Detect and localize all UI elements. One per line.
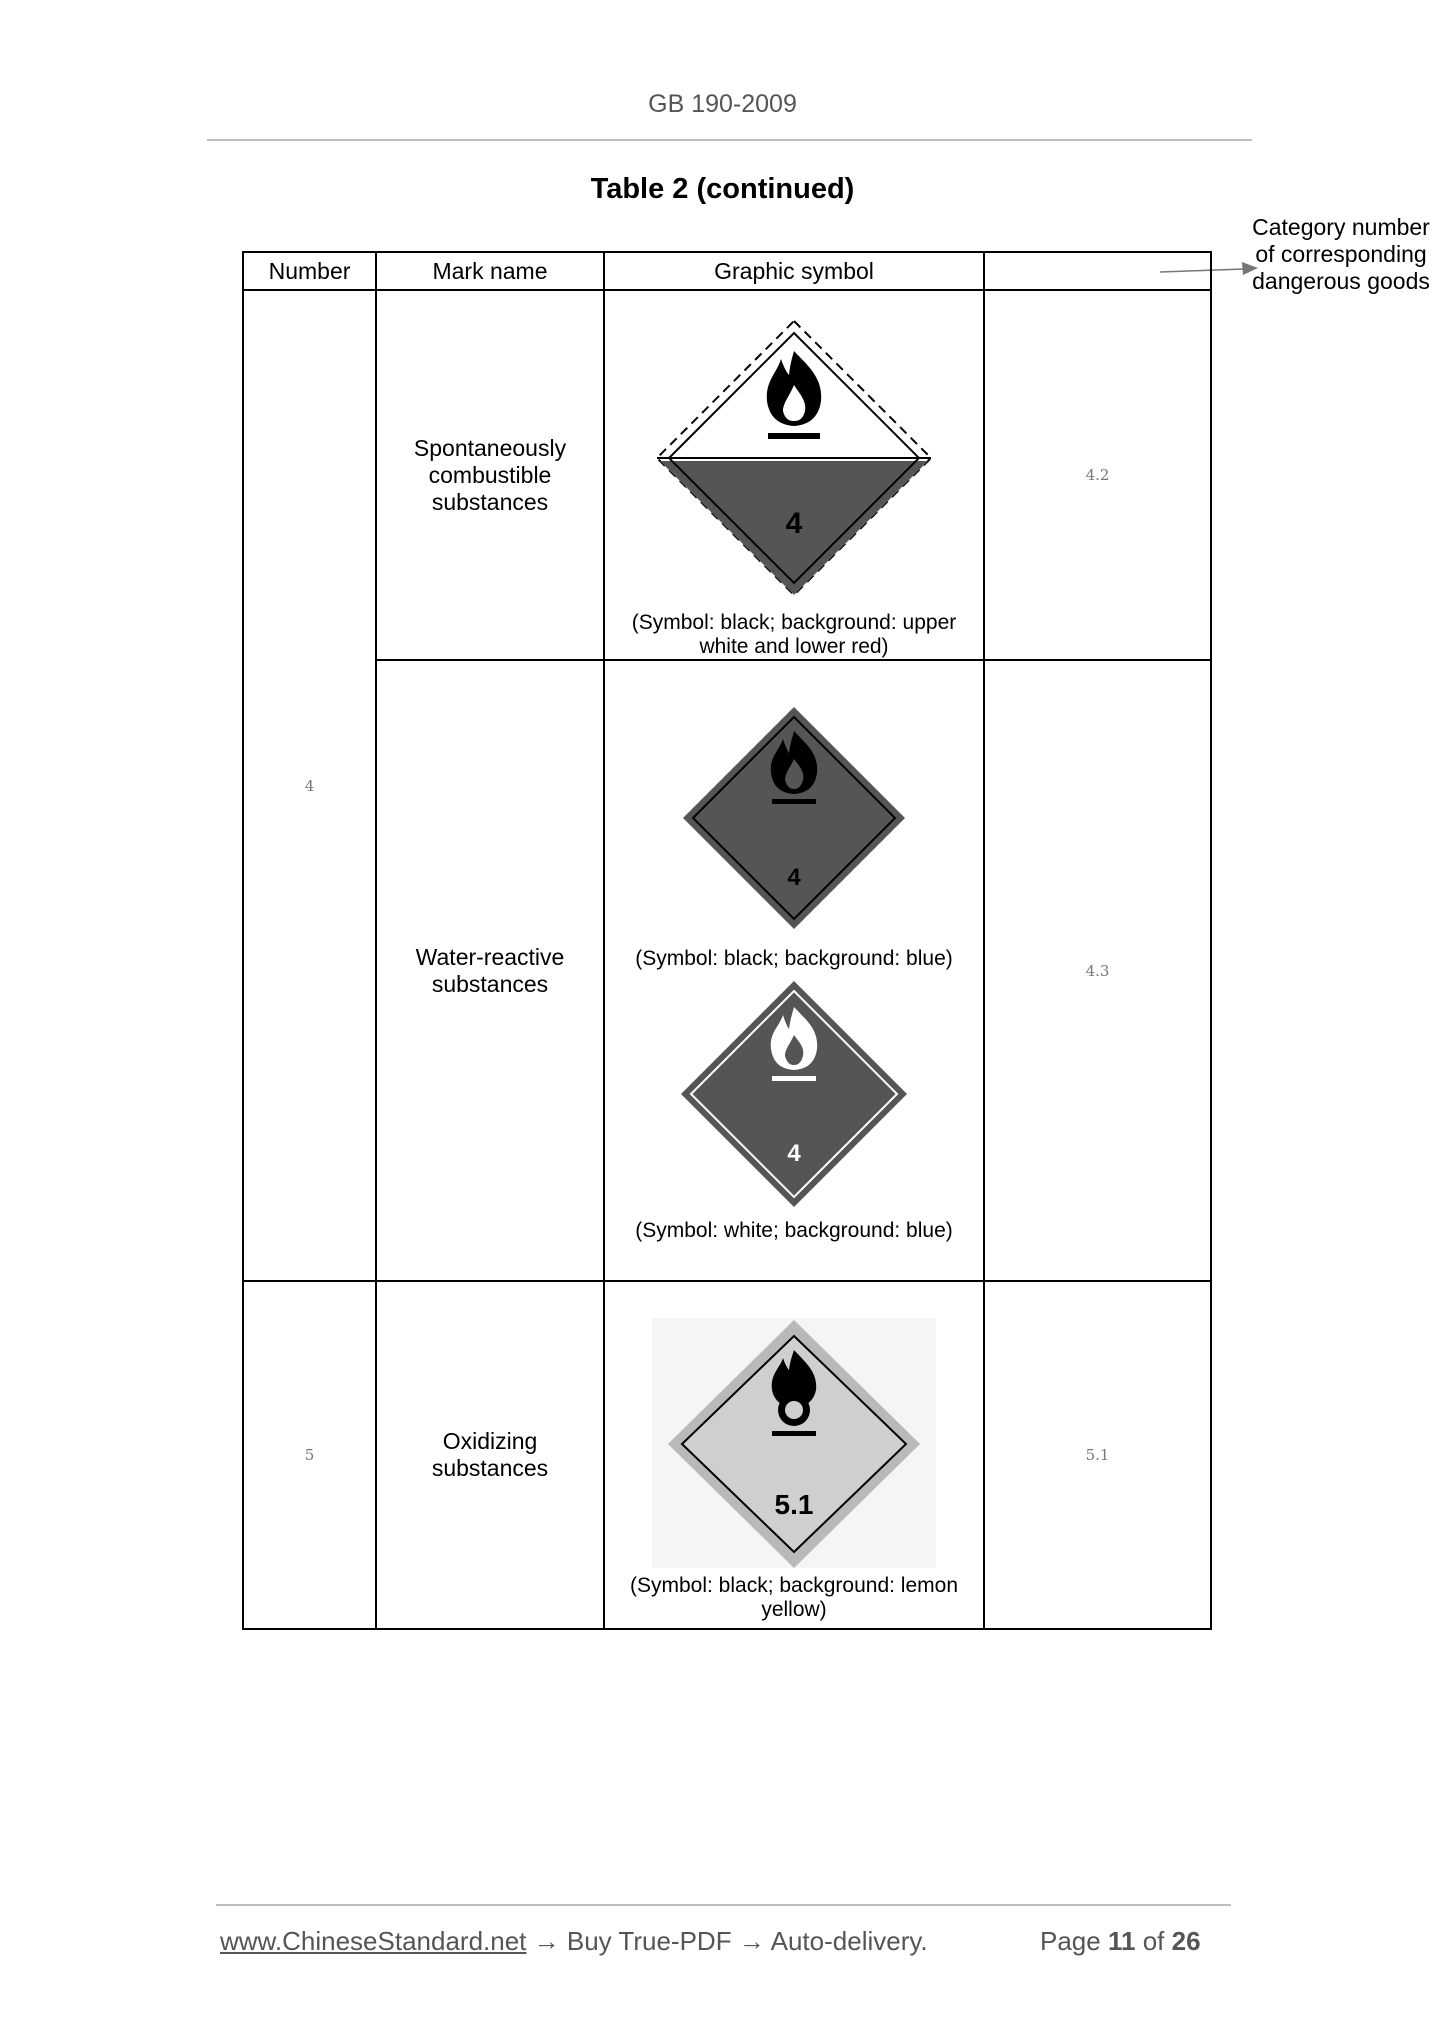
group-number-cell: 4 — [243, 290, 376, 1281]
footer-rule — [216, 1904, 1231, 1906]
mark-name: Water-reactive substances — [415, 943, 565, 997]
auto-delivery-text: Auto-delivery. — [770, 1926, 928, 1956]
column-header-number: Number — [243, 252, 376, 290]
page-total: 26 — [1171, 1926, 1201, 1956]
header-rule — [207, 139, 1252, 141]
class-number-text: 4 — [787, 864, 801, 891]
of-label: of — [1142, 1926, 1165, 1956]
graphic-symbol-cell — [604, 660, 984, 1281]
class-number-text: 4 — [785, 507, 803, 540]
symbol-caption: (Symbol: white; background: blue) — [635, 1219, 953, 1242]
mark-name-cell — [376, 660, 604, 1281]
category-number-cell: 4.3 — [984, 660, 1211, 1281]
table-title: Table 2 (continued) — [590, 173, 855, 205]
page-label: Page — [1040, 1926, 1101, 1956]
page-number — [1040, 1926, 1201, 1957]
arrow-icon: → — [533, 1926, 560, 1956]
table-row — [243, 1281, 1211, 1629]
arrow-icon: → — [738, 1926, 765, 1956]
water-reactive-white-label-icon — [677, 977, 911, 1211]
page-current: 11 — [1107, 1926, 1136, 1956]
buy-true-pdf-text: Buy True-PDF — [566, 1926, 732, 1956]
column-header-category — [984, 252, 1211, 290]
mark-name: Spontaneously combustible substances — [413, 434, 567, 515]
category-number-cell: 4.2 — [984, 290, 1211, 660]
mark-name: Oxidizing substances — [431, 1428, 549, 1481]
category-number-cell: 5.1 — [984, 1281, 1211, 1629]
table-row — [243, 660, 1211, 1281]
symbol-caption: (Symbol: black; background: lemon yellow) — [630, 1574, 958, 1621]
category-column-annotation: Category number of corresponding dangerous goods — [1252, 214, 1430, 294]
graphic-symbol-cell — [604, 290, 984, 660]
column-header-mark-name: Mark name — [376, 252, 604, 290]
table-header-row — [243, 252, 1211, 290]
class-number-text: 4 — [787, 1140, 801, 1167]
table-row — [243, 290, 1211, 660]
website-link[interactable]: www.ChineseStandard.net — [220, 1926, 527, 1956]
spontaneously-combustible-label-icon — [649, 313, 939, 609]
symbol-caption: (Symbol: black; background: blue) — [635, 947, 953, 970]
class-number-text: 5.1 — [774, 1489, 814, 1520]
symbol-caption: (Symbol: black; background: upper white and lower red) — [631, 611, 957, 658]
oxidizing-label-icon — [652, 1318, 936, 1568]
mark-name-cell — [376, 290, 604, 660]
column-header-graphic-symbol: Graphic symbol — [604, 252, 984, 290]
group-number-cell: 5 — [243, 1281, 376, 1629]
graphic-symbol-cell — [604, 1281, 984, 1629]
mark-name-cell — [376, 1281, 604, 1629]
hazard-marks-table — [242, 251, 1212, 1630]
footer-promo — [220, 1926, 928, 1957]
document-id-header: GB 190-2009 — [648, 90, 797, 118]
water-reactive-black-label-icon — [679, 703, 909, 933]
